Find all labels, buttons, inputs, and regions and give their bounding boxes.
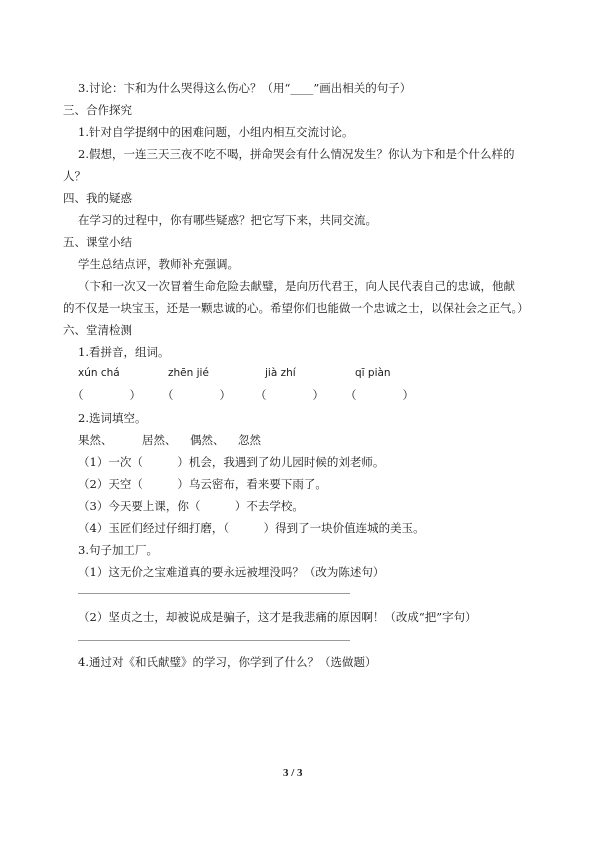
exercise-3-title: 3.句子加工厂。 <box>78 543 158 557</box>
answer-blank-2[interactable]: （ ） <box>162 388 231 402</box>
pinyin-4: qī piàn <box>355 367 391 379</box>
word-choice-4: 忽然 <box>238 433 261 447</box>
exercise-1-title: 1.看拼音，组词。 <box>78 345 170 359</box>
exercise-2-title: 2.选词填空。 <box>78 411 147 425</box>
summary-line-3: 的不仅是一块宝玉，还是一颗忠诚的心。希望你们也能做一个忠诚之士，以保社会之正气。） <box>63 301 529 315</box>
fill-sentence-1: （1）一次（ ）机会，我遇到了幼儿园时候的刘老师。 <box>78 455 385 469</box>
section-heading-cooperation: 三、合作探究 <box>63 103 132 117</box>
cooperation-item-2-line-1: 2.假想，一连三天三夜不吃不喝，拼命哭会有什么情况发生？你认为卞和是个什么样的 <box>78 147 515 161</box>
sentence-task-2: （2）坚贞之士，却被说成是骗子，这才是我悲痛的原因啊！（改成“把”字句） <box>78 610 477 624</box>
answer-blank-4[interactable]: （ ） <box>345 388 414 402</box>
pinyin-2: zhēn jié <box>168 367 209 379</box>
summary-line-1: 学生总结点评，教师补充强调。 <box>78 257 239 271</box>
fill-sentence-3: （3）今天要上课，你（ ）不去学校。 <box>78 499 304 513</box>
cooperation-item-1: 1.针对自学提纲中的困难问题，小组内相互交流讨论。 <box>78 125 354 139</box>
summary-line-2: （卞和一次又一次冒着生命危险去献璧，是向历代君王，向人民代表自己的忠诚，他献 <box>78 279 515 293</box>
doubts-prompt: 在学习的过程中，你有哪些疑惑？把它写下来，共同交流。 <box>78 213 377 227</box>
answer-line-1[interactable] <box>78 593 350 594</box>
answer-line-2[interactable] <box>78 640 350 641</box>
word-choice-2: 居然、 <box>142 433 177 447</box>
word-choice-1: 果然、 <box>78 433 113 447</box>
fill-sentence-4: （4）玉匠们经过仔细打磨，（ ）得到了一块价值连城的美玉。 <box>78 521 425 535</box>
pinyin-3: jià zhí <box>265 367 296 379</box>
section-heading-summary: 五、课堂小结 <box>63 235 132 249</box>
discussion-question: 3.讨论：卞和为什么哭得这么伤心？（用“____”画出相关的句子） <box>78 81 412 95</box>
section-heading-test: 六、堂清检测 <box>63 323 132 337</box>
sentence-task-1: （1）这无价之宝难道真的要永远被埋没吗？（改为陈述句） <box>78 565 385 579</box>
page-number: 3 / 3 <box>283 767 303 779</box>
section-heading-doubts: 四、我的疑惑 <box>63 191 132 205</box>
answer-blank-3[interactable]: （ ） <box>255 388 324 402</box>
answer-blank-1[interactable]: （ ） <box>72 388 141 402</box>
cooperation-item-2-line-2: 人？ <box>63 169 86 183</box>
word-choice-3: 偶然、 <box>190 433 225 447</box>
pinyin-1: xún chá <box>78 367 120 379</box>
fill-sentence-2: （2）天空（ ）乌云密布，看来要下雨了。 <box>78 477 327 491</box>
exercise-4-title: 4.通过对《和氏献璧》的学习，你学到了什么？（选做题） <box>78 655 377 669</box>
